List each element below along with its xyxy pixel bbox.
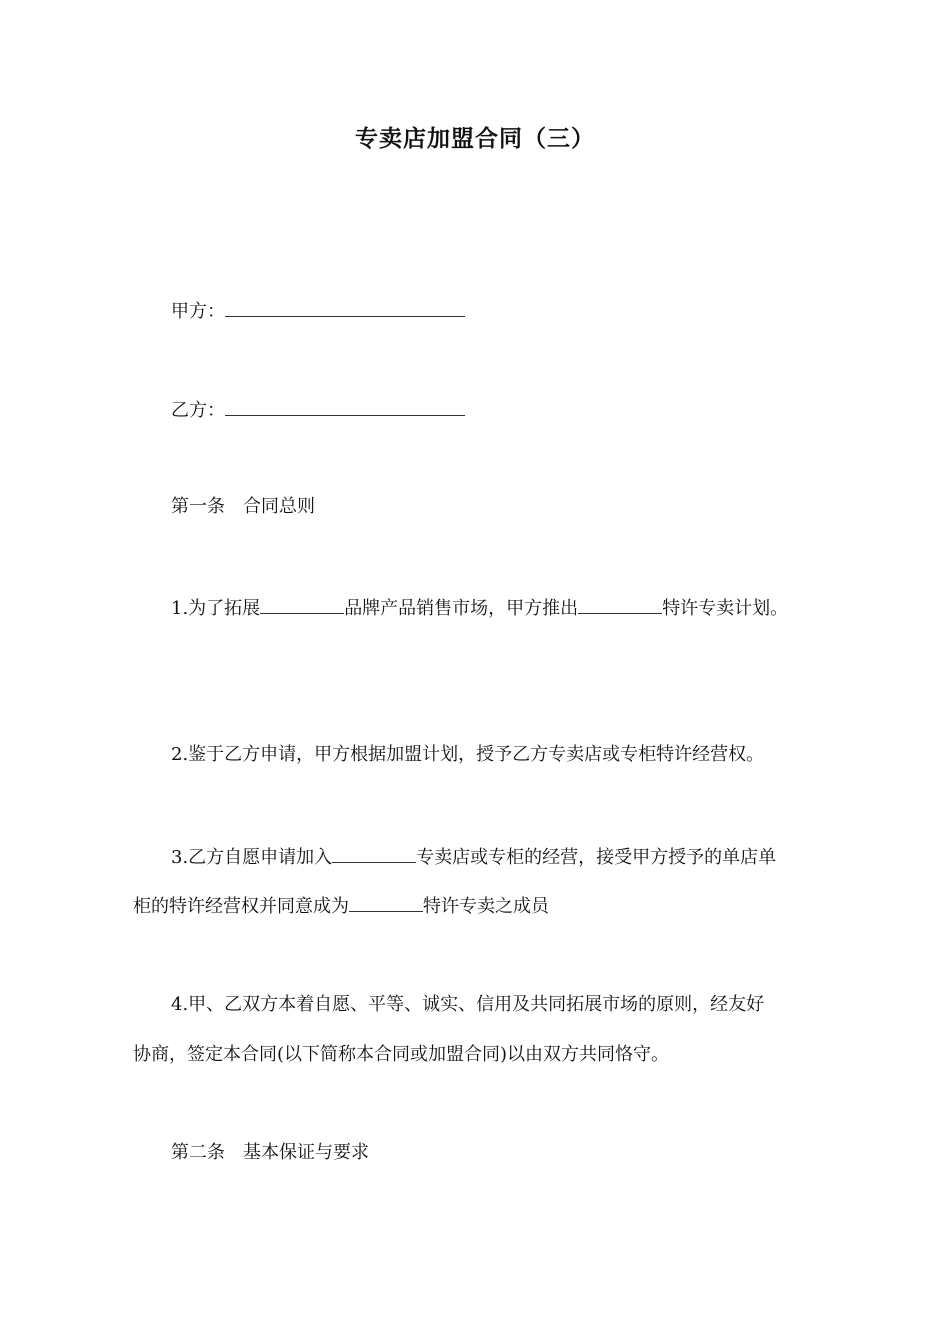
clause-4-line-1: 4.甲、乙双方本着自愿、平等、诚实、信用及共同拓展市场的原则，经友好 bbox=[171, 994, 765, 1015]
clause-3-text-c: 柜的特许经营权并同意成为 bbox=[133, 896, 349, 917]
clause-1 bbox=[171, 595, 788, 621]
clause-3-blank-a bbox=[332, 844, 416, 863]
party-a-blank bbox=[225, 298, 465, 317]
party-b-label: 乙方： bbox=[171, 400, 225, 421]
clause-3-line-2 bbox=[133, 893, 549, 919]
clause-1-text-a: 1.为了拓展 bbox=[171, 598, 261, 619]
clause-2: 2.鉴于乙方申请，甲方根据加盟计划，授予乙方专卖店或专柜特许经营权。 bbox=[171, 744, 765, 765]
clause-3-text-b: 专卖店或专柜的经营，接受甲方授予的单店单 bbox=[416, 847, 777, 868]
clause-3-blank-b bbox=[349, 893, 423, 912]
party-b-line bbox=[171, 397, 465, 423]
party-a-label: 甲方： bbox=[171, 301, 225, 322]
party-b-blank bbox=[225, 397, 465, 416]
article-1-heading: 第一条 合同总则 bbox=[171, 496, 315, 517]
clause-1-blank-a bbox=[260, 595, 344, 614]
article-2-heading: 第二条 基本保证与要求 bbox=[171, 1142, 369, 1163]
clause-3-text-a: 3.乙方自愿申请加入 bbox=[171, 847, 333, 868]
clause-1-text-b: 品牌产品销售市场，甲方推出 bbox=[344, 598, 579, 619]
clause-1-text-c: 特许专卖计划。 bbox=[662, 598, 789, 619]
document-title: 专卖店加盟合同（三） bbox=[355, 126, 595, 152]
clause-4-line-2: 协商，签定本合同(以下简称本合同或加盟合同)以由双方共同恪守。 bbox=[133, 1044, 670, 1065]
clause-3-line-1 bbox=[171, 844, 776, 870]
clause-3-text-d: 特许专卖之成员 bbox=[423, 896, 549, 917]
clause-1-blank-b bbox=[578, 595, 662, 614]
party-a-line bbox=[171, 298, 465, 324]
